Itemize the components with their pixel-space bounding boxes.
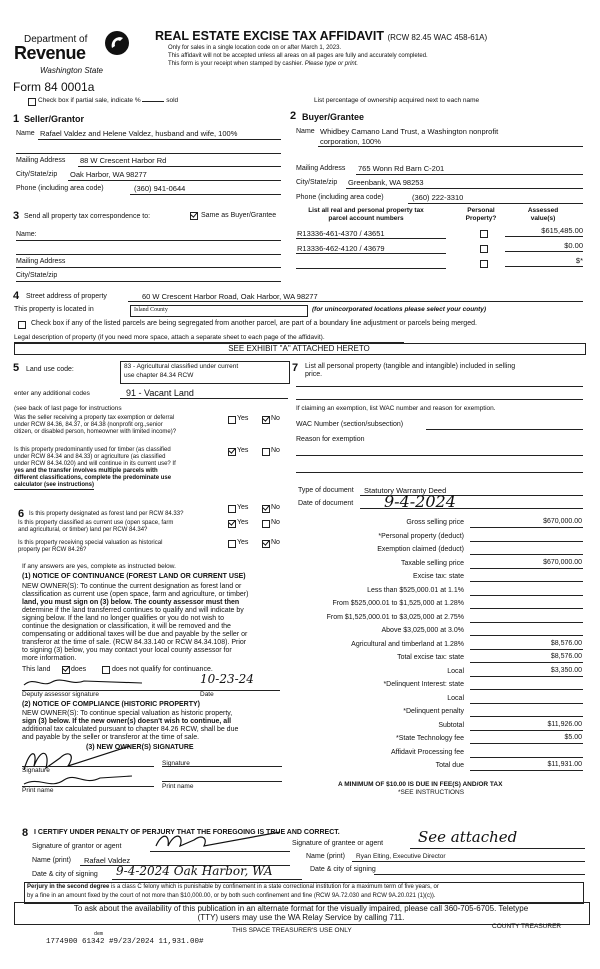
legal-description-value: SEE EXHIBIT "A" ATTACHED HERETO — [228, 344, 370, 353]
personal-property-checkbox[interactable] — [480, 245, 488, 253]
partial-sale-suffix: sold — [166, 97, 179, 104]
if-yes-note: If any answers are yes, complete as instructed below. — [22, 563, 176, 570]
tax-row-line — [470, 527, 583, 528]
buyer-name-label: Name — [296, 128, 315, 135]
does-qualify-checkbox[interactable] — [62, 666, 70, 674]
section-3-name-line2 — [16, 254, 281, 255]
timber-question-line: Is this property predominantly used for timber (as classified — [14, 447, 171, 453]
timber-no-checkbox[interactable] — [262, 448, 270, 456]
buyer-phone-label: Phone (including area code) — [296, 194, 384, 201]
grantor-date-city-field[interactable]: 9-4-2024 Oak Harbor, WA — [116, 864, 273, 878]
forest-no-checkbox[interactable] — [262, 505, 270, 513]
notice-line: and payable by the seller or transferor at the time of sale. — [22, 734, 200, 741]
seller-city-line — [68, 180, 281, 181]
parcel-row-line — [296, 238, 446, 239]
no-label: No — [271, 504, 280, 511]
grantor-date-city-label: Date & city of signing — [32, 871, 98, 878]
this-land-label: This land — [22, 666, 51, 673]
exemption-yes-checkbox[interactable] — [228, 416, 236, 424]
tax-row-label: Gross selling price — [406, 519, 464, 526]
seller-mailing-field[interactable]: 88 W Crescent Harbor Rd — [80, 156, 167, 165]
timber-question-line: calculator (see instructions) — [14, 482, 95, 488]
notice-line: continue the designation or classification, it will be removed and the — [22, 623, 231, 630]
tax-row-line — [470, 743, 583, 744]
notice-line: sign (3) below. If the new owner(s) doesn't wish to continue, all — [22, 718, 232, 725]
additional-codes-label: enter any additional codes — [14, 390, 90, 397]
document-type-field[interactable]: Statutory Warranty Deed — [364, 486, 447, 495]
form-title-ref: (RCW 82.45 WAC 458-61A) — [387, 33, 488, 42]
parcels-col1-header: List all real and personal property tax parcel account numbers — [308, 207, 424, 222]
same-as-buyer-checkbox[interactable] — [190, 212, 198, 220]
timber-question-line: yes and the transfer involves multiple parcels with — [14, 468, 158, 474]
partial-sale-prefix: Check box if partial sale, indicate % — [38, 97, 141, 104]
parcel-assessed-value[interactable]: $0.00 — [564, 241, 583, 250]
grantee-date-city-line — [374, 874, 585, 875]
notice-line: determine if the land transferred continues to qualify and will indicate by — [22, 607, 244, 614]
yes-label: Yes — [237, 504, 249, 511]
timber-question-line: under RCW 84.34 and 84.33) or agriculture (as classified — [14, 454, 166, 460]
form-number: Form 84 0001a — [13, 80, 95, 94]
deputy-assessor-signature — [22, 674, 152, 690]
tax-row-line — [470, 730, 583, 731]
notice-line: transferor at the time of sale. (RCW 84.33.140 or RCW 84.34.108). Prior — [22, 639, 247, 646]
yes-label: Yes — [237, 447, 249, 454]
buyer-name-field-1[interactable]: Whidbey Camano Land Trust, a Washington nonprofit — [320, 127, 499, 136]
tax-row-label: Taxable selling price — [400, 559, 464, 567]
seller-city-label: City/State/zip — [16, 171, 58, 178]
tax-row-label: Exemption claimed (deduct) — [377, 546, 464, 553]
tax-row-label: Local — [447, 667, 464, 675]
seller-mailing-line — [78, 166, 281, 167]
notice-line: additional tax calculated pursuant to chapter 84.26 RCW, shall be due — [22, 726, 239, 733]
header-line2: This affidavit will not be accepted unless all areas on all pages are fully and accurately completed. — [168, 53, 428, 59]
forest-land-question: Is this property designated as forest land per RCW 84.33? — [29, 511, 184, 517]
tax-row-line — [470, 703, 583, 704]
signature-label: Signature — [162, 760, 190, 767]
grantor-signature-label: Signature of grantor or agent — [32, 843, 122, 850]
located-in-label: This property is located in — [14, 306, 94, 313]
tax-row-line — [470, 541, 583, 542]
tax-row-line — [470, 595, 583, 596]
perjury-bold: Perjury in the second degree — [27, 884, 110, 890]
new-owner-signature-title: (3) NEW OWNER(S) SIGNATURE — [86, 744, 194, 751]
timber-yes-checkbox[interactable] — [228, 448, 236, 456]
tax-row-value[interactable]: $8,576.00 — [550, 639, 582, 647]
header-line3-text: This form is your receipt when stamped by cashier. — [168, 61, 304, 67]
buyer-mailing-line — [356, 174, 583, 175]
treasurer-use-only: THIS SPACE TREASURER'S USE ONLY — [232, 927, 352, 934]
tax-row-label: Less than $525,000.01 at 1.1% — [367, 586, 464, 594]
tax-row-label: From $525,000.01 to $1,525,000 at 1.28% — [332, 600, 464, 607]
personal-property-text-line: price. — [305, 371, 323, 378]
notice-line: classification as current use (open space, farm and agriculture, or timber) — [22, 591, 249, 598]
tax-row-label: Subtotal — [438, 721, 464, 729]
land-use-code-label: Land use code: — [26, 366, 74, 373]
grantee-name-line — [352, 861, 585, 862]
parcel-value-line — [505, 266, 583, 267]
tax-row-line — [470, 635, 583, 636]
see-instructions-note: *SEE INSTRUCTIONS — [398, 789, 465, 796]
tax-row-label: Excise tax: state — [413, 573, 464, 580]
no-label: No — [271, 415, 280, 422]
accessibility-line-1: To ask about the availability of this publication in an alternate format for the visually impaired, please call 360-705-6705. Teletype — [73, 904, 529, 913]
seller-city-field[interactable]: Oak Harbor, WA 98277 — [70, 170, 147, 179]
print-name-label: Print name — [162, 783, 194, 790]
parcel-number[interactable]: R13336-461-4370 / 43651 — [297, 229, 385, 238]
section-5-number: 5 — [13, 362, 20, 374]
see-back-note: (see back of last page for instructions — [14, 405, 122, 412]
tax-row-value[interactable]: $670,000.00 — [543, 558, 582, 566]
segregation-label: Check box if any of the listed parcels are being segregated from another parcel, are part of a boundary line adjustment or parcels being merged. — [31, 320, 477, 327]
notice-compliance-text — [22, 710, 238, 742]
tax-row-value[interactable]: $11,926.00 — [547, 720, 582, 728]
yes-label: Yes — [237, 415, 249, 422]
signature-label: Signature — [22, 767, 50, 774]
document-date-label: Date of document — [298, 500, 354, 507]
parcel-row-line — [296, 253, 446, 254]
seller-phone-label: Phone (including area code) — [16, 185, 104, 192]
tax-row-label: Agricultural and timberland at 1.28% — [351, 640, 464, 648]
tax-row-line — [470, 608, 583, 609]
grantee-date-city-label: Date & city of signing — [310, 866, 376, 873]
tax-row-label: Above $3,025,000 at 3.0% — [381, 627, 464, 634]
buyer-mailing-label: Mailing Address — [296, 165, 346, 172]
notice-line: land, you must sign on (3) below. The county assessor must then — [22, 599, 240, 606]
tax-row-line — [470, 689, 583, 690]
parcel-value-line — [505, 236, 583, 237]
perjury-line-2: by a fine in an amount fixed by the court of not more than $10,000.00, or by both such confinement and fine (RCW 9A.72.030 and RCW 9A.20.021 (1)(c)). — [27, 893, 436, 899]
parcels-col2-header: Personal Property? — [465, 207, 497, 222]
section-4-number: 4 — [13, 290, 20, 302]
tax-row-line — [470, 568, 583, 569]
buyer-mailing-field[interactable]: 765 Wonn Rd Barn C-201 — [358, 164, 445, 173]
exemption-instruction: If claiming an exemption, list WAC number and reason for exemption. — [296, 405, 496, 412]
tax-row-label: *Delinquent penalty — [403, 708, 464, 715]
exemption-question-line: Was the seller receiving a property tax exemption or deferral — [14, 415, 175, 421]
section-7-number: 7 — [292, 362, 299, 374]
historic-question-line: Is this property receiving special valuation as historical — [18, 540, 163, 546]
exemption-question-line: under RCW 84.36, 84.37, or 84.38 (nonprofit org.,senior — [14, 422, 163, 428]
exemption-no-checkbox[interactable] — [262, 416, 270, 424]
tax-row-value[interactable]: $670,000.00 — [543, 518, 582, 525]
parcels-col3-header: Assessed value(s) — [527, 207, 559, 222]
seller-name-label: Name — [16, 130, 35, 137]
partial-sale-checkbox[interactable] — [28, 98, 36, 106]
wac-number-label: WAC Number (section/subsection) — [296, 421, 404, 428]
perjury-line-1 — [27, 884, 439, 891]
tax-row-label: *Delinquent Interest: state — [383, 681, 464, 688]
legal-description-label: Legal description of property (if you need more space, attach a separate sheet to each page of the affidavit). — [14, 334, 325, 341]
street-address-line — [128, 301, 583, 302]
parcel-number[interactable]: R13336-462-4120 / 43679 — [297, 244, 385, 253]
tax-row-label: Total excise tax: state — [397, 654, 464, 661]
notice-line: to signing (3) below, you may contact your local county assessor for — [22, 647, 232, 654]
grantee-name-label: Name (print) — [306, 853, 345, 860]
tax-row-line — [470, 716, 583, 717]
personal-property-line — [296, 399, 583, 400]
form-title — [155, 29, 487, 43]
current-use-question-line: Is this property classified as current use (open space, farm — [18, 520, 174, 526]
personal-property-checkbox[interactable] — [480, 260, 488, 268]
buyer-city-label: City/State/zip — [296, 179, 338, 186]
yes-label: Yes — [237, 539, 249, 546]
reason-line — [296, 455, 583, 456]
does-label: does — [71, 666, 87, 673]
timber-question-line: under RCW 84.34.020) and will continue in its current use? If — [14, 461, 176, 467]
notice-compliance-title: (2) NOTICE OF COMPLIANCE (HISTORIC PROPERTY) — [22, 701, 200, 708]
buyer-name-line — [318, 146, 583, 147]
tax-row-line — [470, 554, 583, 555]
street-address-field[interactable]: 60 W Crescent Harbor Road, Oak Harbor, WA 98277 — [142, 292, 318, 301]
revenue-logo-icon — [104, 30, 130, 56]
tax-row-value[interactable]: $5.00 — [564, 734, 582, 741]
section-6-number: 6 — [18, 508, 25, 520]
section-1-number: 1 — [13, 113, 20, 125]
personal-property-text-line: List all personal property (tangible and intangible) included in selling — [305, 363, 516, 370]
personal-property-checkbox[interactable] — [480, 230, 488, 238]
tax-row-line — [470, 581, 583, 582]
section-3-number: 3 — [13, 210, 20, 222]
deputy-date-field[interactable]: 10-23-24 — [200, 672, 254, 686]
ownership-note: List percentage of ownership acquired next to each name — [314, 97, 480, 104]
new-owner-signature — [20, 740, 140, 790]
perjury-text: is a class C felony which is punishable by confinement in a state correctional institution for a maximum term of five years, or — [111, 884, 439, 890]
timber-question — [14, 447, 176, 490]
no-label: No — [271, 519, 280, 526]
parcel-row-line — [296, 268, 446, 269]
personal-property-line — [296, 386, 583, 387]
grantee-name-field[interactable]: Ryan Elting, Executive Director — [356, 853, 446, 860]
tax-row-label: From $1,525,000.01 to $3,025,000 at 2.75% — [326, 613, 464, 621]
same-as-buyer-label: Same as Buyer/Grantee — [201, 212, 277, 219]
historic-question-line: property per RCW 84.26? — [18, 547, 87, 553]
seller-name-line2 — [16, 153, 281, 154]
logo-washington: Washington State — [40, 66, 104, 75]
grantee-signature-label: Signature of grantee or agent — [292, 840, 384, 847]
buyer-heading: Buyer/Grantee — [302, 112, 365, 122]
unincorporated-note: (for unincorporated locations please select your county) — [312, 306, 487, 313]
seller-name-line — [38, 139, 281, 140]
historic-no-checkbox[interactable] — [262, 540, 270, 548]
current-use-yes-checkbox[interactable] — [228, 520, 236, 528]
tax-row-line — [470, 770, 583, 771]
additional-codes-field[interactable]: 91 - Vacant Land — [126, 388, 194, 398]
section-2-number: 2 — [290, 110, 297, 122]
notice-line: signing below. If the land no longer qualifies or you do not wish to — [22, 615, 224, 622]
document-type-label: Type of document — [298, 487, 354, 494]
tax-row-label: Total due — [435, 762, 464, 769]
grantor-signature-line — [150, 851, 290, 852]
header-line1: Only for sales in a single location code on or after March 1, 2023. — [168, 45, 342, 51]
parcel-assessed-value[interactable]: $* — [575, 256, 583, 265]
certify-statement: I CERTIFY UNDER PENALTY OF PERJURY THAT THE FOREGOING IS TRUE AND CORRECT. — [34, 829, 340, 836]
document-date-field[interactable]: 9-4-2024 — [384, 492, 456, 511]
forest-yes-checkbox[interactable] — [228, 505, 236, 513]
tax-row-line — [470, 649, 583, 650]
current-use-question — [18, 520, 173, 534]
seller-heading: Seller/Grantor — [24, 114, 85, 124]
seller-phone-line — [130, 194, 281, 195]
parcel-value-line — [505, 251, 583, 252]
section-3-name-line — [16, 240, 281, 241]
document-date-line — [360, 508, 583, 509]
tax-row-value[interactable]: $8,576.00 — [550, 653, 582, 660]
notice-line: more information. — [22, 655, 77, 662]
partial-sale-blank — [142, 101, 164, 102]
historic-yes-checkbox[interactable] — [228, 540, 236, 548]
buyer-city-line — [346, 188, 583, 189]
section-3-mailing-line — [16, 267, 281, 268]
stamp-mark: dem — [94, 931, 104, 937]
land-use-code-value-2: use chapter 84.34 RCW — [124, 372, 194, 379]
yes-label: Yes — [237, 519, 249, 526]
seller-name-field[interactable]: Rafael Valdez and Helene Valdez, husband and wife, 100% — [40, 129, 238, 138]
partial-sale-label — [38, 97, 178, 105]
current-use-no-checkbox[interactable] — [262, 520, 270, 528]
reason-line — [296, 472, 583, 473]
tax-row-line — [470, 662, 583, 663]
section-3-mailing-label: Mailing Address — [16, 258, 66, 265]
section-3-city-line — [16, 281, 281, 282]
tax-row-value[interactable]: $3,350.00 — [550, 666, 582, 674]
does-not-qualify-label: does not qualify for continuance. — [112, 666, 213, 673]
section-8-number: 8 — [22, 827, 29, 839]
notice-line: NEW OWNER(S): To continue the current designation as forest land or — [22, 583, 242, 590]
treasurer-stamp: 1774900 61342 #9/23/2024 11,931.00# — [46, 938, 204, 946]
additional-codes-line — [120, 398, 288, 399]
grantee-signature-line — [410, 848, 585, 849]
logo-revenue: Revenue — [14, 43, 86, 63]
buyer-city-field[interactable]: Greenbank, WA 98253 — [348, 178, 424, 187]
land-use-code-value-1: 83 - Agricultural classified under current — [124, 363, 239, 370]
county-treasurer-label: COUNTY TREASURER — [492, 923, 562, 930]
accessibility-line-2: (TTY) users may use the WA Relay Service by calling 711. — [197, 913, 405, 922]
tax-row-label: *Personal property (deduct) — [378, 532, 464, 540]
exemption-question-line: citizen, or disabled person, homeowner with limited income)? — [14, 429, 177, 435]
print-name-line2 — [162, 781, 282, 782]
parcel-assessed-value[interactable]: $615,485.00 — [541, 226, 583, 235]
reason-exemption-label: Reason for exemption — [296, 436, 365, 443]
grantee-signature-field[interactable]: See attached — [418, 828, 518, 846]
seller-phone-field[interactable]: (360) 941-0644 — [134, 184, 186, 193]
minimum-due-note: A MINIMUM OF $10.00 IS DUE IN FEE(S) AND/OR TAX — [338, 781, 503, 788]
deputy-signature-label: Deputy assessor signature — [22, 691, 99, 698]
notice-line: NEW OWNER(S): To continue special valuation as historic property, — [22, 710, 233, 717]
tax-row-label: Affidavit Processing fee — [390, 748, 464, 756]
tax-row-value[interactable]: $11,931.00 — [547, 761, 582, 768]
does-not-qualify-checkbox[interactable] — [102, 666, 110, 674]
deputy-date-label: Date — [200, 691, 214, 698]
header-line3 — [168, 61, 358, 68]
notice-line: compensating or additional taxes will be due and payable by the seller or — [22, 631, 248, 638]
grantor-name-label: Name (print) — [32, 857, 71, 864]
logo-department: Department of — [24, 34, 88, 45]
print-name-label: Print name — [22, 787, 54, 794]
no-label: No — [271, 539, 280, 546]
buyer-phone-field[interactable]: (360) 222-3310 — [412, 193, 464, 202]
segregation-checkbox[interactable] — [18, 321, 26, 329]
grantor-signature — [150, 828, 290, 852]
no-label: No — [271, 447, 280, 454]
timber-question-line: different classifications, complete the predominate use — [14, 475, 172, 481]
form-title-text: REAL ESTATE EXCISE TAX AFFIDAVIT — [155, 29, 384, 43]
header-line3b: Please type or print. — [304, 61, 359, 67]
section-3-city-label: City/State/zip — [16, 272, 58, 279]
grantor-date-city-line — [112, 879, 302, 880]
tax-row-label: Local — [447, 694, 464, 702]
tax-row-line — [470, 622, 583, 623]
tax-row-label: *State Technology fee — [396, 735, 464, 742]
notice-continuance-title: (1) NOTICE OF CONTINUANCE (FOREST LAND OR CURRENT USE) — [22, 573, 246, 580]
buyer-phone-line — [408, 203, 583, 204]
grantor-name-field[interactable]: Rafael Valdez — [84, 856, 131, 865]
county-value: Island County — [134, 307, 168, 313]
notice-continuance-text — [22, 583, 248, 663]
logo — [14, 28, 130, 80]
buyer-name-field-2[interactable]: corporation, 100% — [320, 137, 381, 146]
current-use-question-line: and agricultural, or timber) land per RCW 84.34? — [18, 527, 148, 533]
historic-question — [18, 540, 162, 554]
seller-mailing-label: Mailing Address — [16, 157, 66, 164]
wac-number-line — [426, 429, 583, 430]
personal-property-text — [305, 363, 515, 379]
tax-row-line — [470, 757, 583, 758]
section-3-name-label: Name: — [16, 231, 37, 238]
exemption-question — [14, 415, 176, 436]
section-3-text: Send all property tax correspondence to: — [24, 213, 151, 220]
tax-row-line — [470, 676, 583, 677]
street-address-label: Street address of property — [26, 293, 107, 300]
